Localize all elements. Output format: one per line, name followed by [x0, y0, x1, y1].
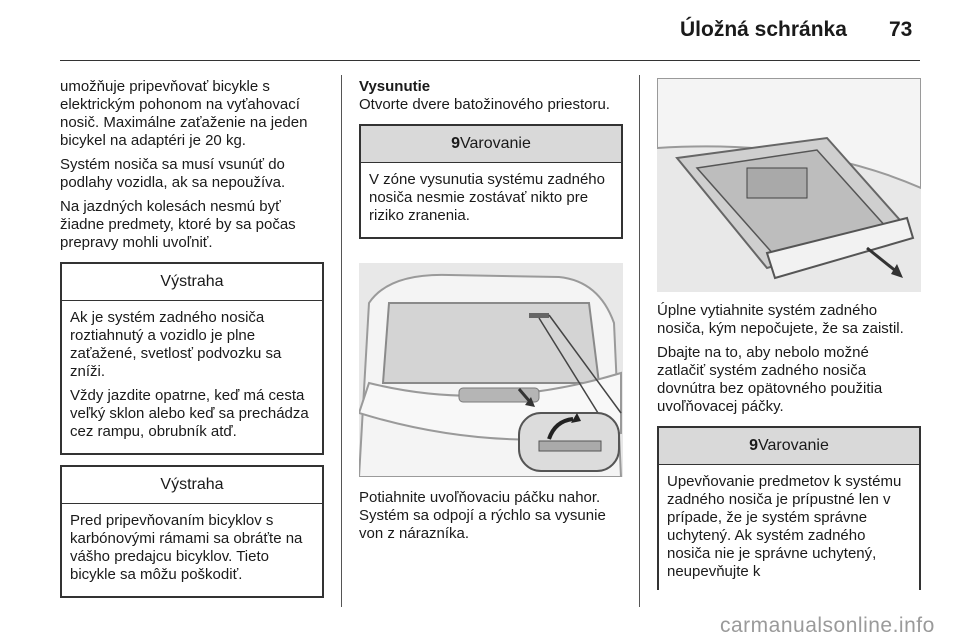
- header-title: Úložná schránka: [680, 18, 847, 41]
- illustration-carrier-extended: [657, 78, 921, 292]
- warning-header: [659, 428, 919, 465]
- right-column: [657, 302, 921, 590]
- notice-text: Pred pripevňovaním bicyklov s karbónovými rámami sa obráťte na vášho predajcu bicyklov. Tieto bicykle sa môžu poškodiť.: [70, 512, 303, 583]
- paragraph: Systém nosiča sa musí vsunúť do podlahy vozidla, ak sa nepoužíva.: [60, 156, 286, 191]
- warning-icon: 9: [749, 437, 759, 454]
- header-rule: [60, 60, 920, 61]
- warning-box: [359, 124, 623, 239]
- warning-text: V zóne vysunutia systému zadného nosiča nesmie zostávať nikto pre riziko zranenia.: [369, 171, 605, 224]
- notice-text: Vždy jazdite opatrne, keď má cesta veľký sklon alebo keď sa prechádza cez rampu, obrubník atď.: [70, 387, 309, 440]
- caption: Potiahnite uvoľňovaciu páčku nahor. Systém sa odpojí a rýchlo sa vysunie von z nárazníka.: [359, 489, 606, 542]
- page-number: 73: [889, 18, 913, 41]
- illustration-release-lever: [359, 263, 623, 477]
- notice-box-2: [60, 465, 324, 598]
- paragraph: Otvorte dvere batožinového priestoru.: [359, 96, 610, 113]
- notice-body: [62, 301, 322, 453]
- notice-body: [62, 504, 322, 596]
- paragraph: Úplne vytiahnite systém zadného nosiča, kým nepočujete, že sa zaistil.: [657, 302, 904, 337]
- warning-header: [361, 126, 621, 163]
- left-column: [60, 78, 324, 598]
- notice-title: Výstraha: [62, 264, 322, 301]
- notice-text: Ak je systém zadného nosiča roztiahnutý a vozidlo je plne zaťažené, svetlosť podvozku sa zníži.: [70, 309, 282, 380]
- paragraph: Na jazdných kolesách nesmú byť žiadne predmety, ktoré by sa počas prepravy mohli uvoľniť.: [60, 198, 296, 251]
- middle-column: [359, 78, 623, 549]
- section-heading: Vysunutie: [359, 78, 431, 95]
- paragraph: umožňuje pripevňovať bicykle s elektrickým pohonom na vyťahovací nosič. Maximálne zaťaženie na jeden bicykel na adaptéri je 20 kg.: [60, 78, 308, 149]
- notice-box-1: [60, 262, 324, 455]
- warning-body: [361, 163, 621, 237]
- warning-box: [657, 426, 921, 590]
- warning-body: [659, 465, 919, 590]
- paragraph: Dbajte na to, aby nebolo možné zatlačiť systém zadného nosiča dovnútra bez opätovného použitia uvoľňovacej páčky.: [657, 344, 883, 415]
- column-divider-1: [341, 75, 342, 607]
- warning-text: Upevňovanie predmetov k systému zadného nosiča je prípustné len v prípade, že je systém správne uchytený. Ak systém zadného nosiča nie je správne uchytený, neupevňujte k: [667, 473, 902, 580]
- warning-icon: 9: [451, 135, 461, 152]
- column-divider-2: [639, 75, 640, 607]
- warning-title: Varovanie: [758, 437, 829, 454]
- watermark: carmanualsonline.info: [720, 614, 935, 637]
- warning-title: Varovanie: [460, 135, 531, 152]
- notice-title: Výstraha: [62, 467, 322, 504]
